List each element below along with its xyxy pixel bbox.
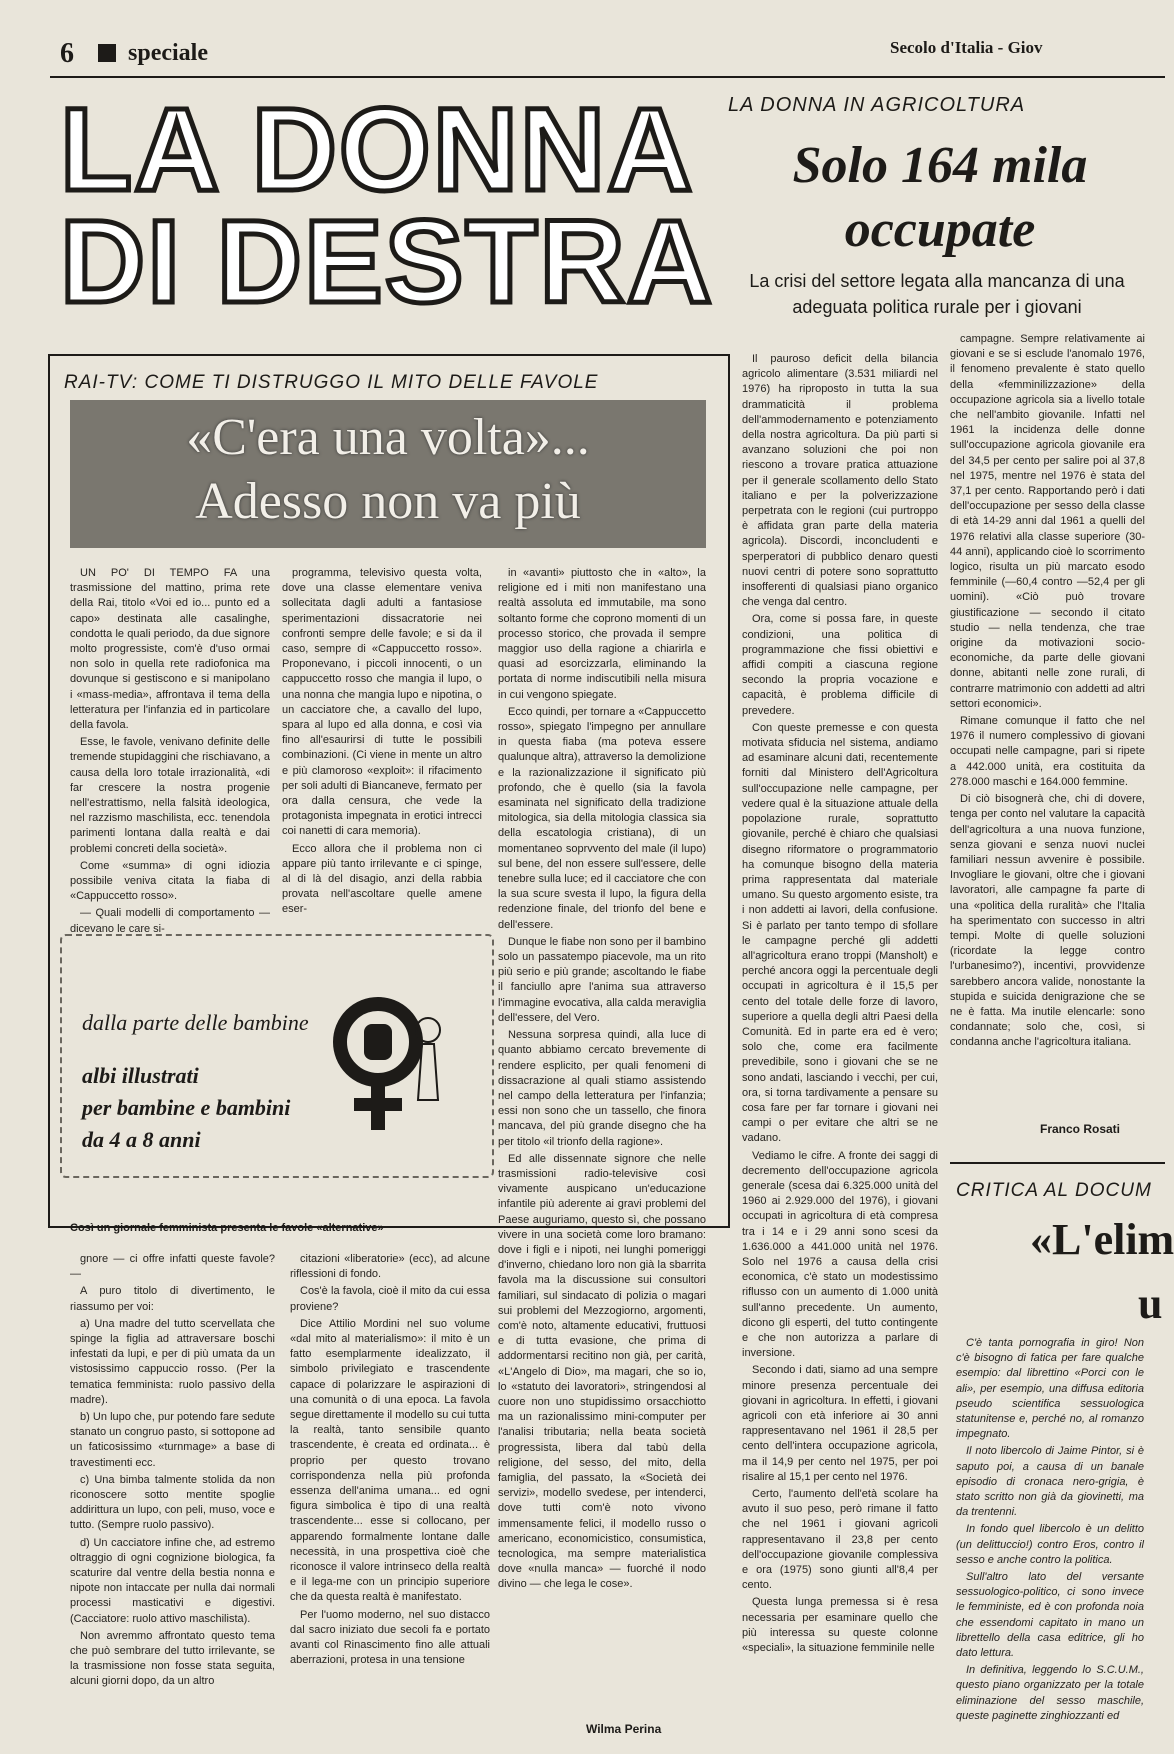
- agri-paragraph: Rimane comunque il fatto che nel 1976 il numero complessivo di giovani occupati nelle campagne, pari si ripete a 442.000 unità, era costituita da 278.000 maschi e 164.000 femmine.: [950, 715, 1145, 788]
- raitv-paragraph: gnore — ci offre infatti queste favole? —: [70, 1253, 275, 1281]
- raitv-paragraph: Ed alle dissennate signore che nelle trasmissioni radio-televisive così vivamente auspicano un'educazione infantile più aderente ai gravi problemi del Paese auguriamo, questo sì, che possano vivere in una società come loro bramano: dove i figli e i nipoti, nei lunghi pomeriggi d'inverno, chiedano loro non già la sbarrita favola ma la discussione sui consultori familiari, sul sindacato di polizia o magari sui problemi del Mezzogiorno, argomenti, com'è noto, altamente educativi, fruttuosi e di tutta evasione, che prima di addormentarsi recitino non già, per carità, «L'Angelo di Dio», ma magari, che so io, lo «statuto dei lavoratori», stringendosi al cuore non uno stupidissimo orsacchiotto ma un razionalissimo mini-computer per l'analisi tributaria; nella beata società progressista, libera dal tabù della religione, del sesso, del mito, della famiglia, del passato, la «Società dei servizi», modello svedese, per intenderci, dove tutti com'è noto vivono immensamente felici, il modello russo o americano, economicistico, consumistica, tecnologica, ma sempre materialistica dove «nulla manca» — fuorché il nodo divino — che lega le cose».: [498, 1152, 706, 1591]
- raitv-paragraph: b) Un lupo che, pur potendo fare sedute stanato un congruo pasto, si sottopone ad un faticosissimo «turnmage» a base di travestimenti ecc.: [70, 1411, 275, 1469]
- raitv-paragraph: Esse, le favole, venivano definite delle tremende stupidaggini che rischiavano, a causa della loro totale irrazionalità, «di far crescere la nostra progenie nell'estrattismo, nella falsità ideologica, nel razzismo maschilista, ecc. tenendola parimenti lontana dalla realtà e dai problemi concreti della società».: [70, 736, 270, 855]
- promo-title: dalla parte delle bambine: [82, 1010, 309, 1035]
- masthead: Secolo d'Italia - Giov: [890, 38, 1043, 57]
- agri-paragraph: Di ciò bisognerà che, chi di dovere, tenga per conto nel valutare la capacità dell'agricoltura a una nuova funzione, senza giovani e senza nuovi nuclei familiari nessun avvenire è possibile. Invogliare le giovani, oltre che i giovani lavoratori, alle campagne fa parte di una «politica della ruralità» che l'Italia ha sperimentato con successo in altri tempi. Molte di quelle soluzioni (ricordate la legge contro l'urbanesimo?), incentivi, provvidenze sarebbero ancora valide, nonostante la stupida e suicida denigrazione che se ne è fatta. Ma inutile elencarle: sono condannate; solo che, così, si condanna anche l'agricoltura italiana.: [950, 793, 1145, 1049]
- agri-paragraph: Vediamo le cifre. A fronte dei saggi di decremento dell'occupazione agricola generale (scesa dai 6.325.000 unità del 1960 ai 2.929.000 del 1976), i giovani occupati in agricoltura di età compresa tra i 14 e i 29 anni sono scesi da 1.636.000 a 441.000 unità nel 1976. Solo nel 1976 a causa della crisi economica, c'è stato un modestissimo riflusso con un aumento di 1.000 unità sull'anno precedente. Un aumento, dicono gli esperti, del tutto contingente e che non autorizza a parlare di inversione.: [742, 1149, 938, 1360]
- raitv-column-4: [70, 1252, 275, 1740]
- raitv-column-5: [290, 1252, 490, 1740]
- raitv-paragraph: programma, televisivo questa volta, dove una classe elementare veniva sollecitata dagli adulti a fantasiose sperimentazioni dissacratorie nei confronti sempre delle favole; e si da il caso, sempre di «Cappuccetto rosso». Proponevano, i piccoli innocenti, o un cappuccetto rosso che mangia il lupo, o una nonna che mangia lupo e nipotina, o un cacciatore che, a cavallo del lupo, spara al lupo ed alla donna, e così via fino all'esaurirsi di tutte le possibili combinazioni. (Ci viene in mente un altro e più clamoroso «exploit»: il rifacimento per soli adulti di Biancaneve, fermato per ora dalla censura, che vede la protagonista impegnata in erotici intrecci coi nanetti di cara memoria).: [282, 567, 482, 838]
- raitv-column-2: [282, 566, 482, 916]
- section-marker-icon: [98, 44, 116, 62]
- raitv-paragraph: Dice Attilio Mordini nel suo volume «dal mito al materialismo»: il mito è un fatto esemplarmente idealizzato, il simbolo privilegiato e trascendente capace di polarizzare le aspirazioni di una comunità o di una epoca. La favola segue direttamente il modello su cui tutta la realtà, tanto sensibile quanto trascendente, è creata ed ordinata... è proprio per questo trovano corrispondenza nella più profonda essenza dell'anima umana... ed ogni figura simbolica è tipo di una realtà trascendente... esse si collocano, per apparendo formalmente lontane dalle necessità, in una prospettiva cioè che riconosce il valore intrinseco della realtà e il lega-me con un principio superiore che da questa realtà è manifestato.: [290, 1317, 490, 1604]
- critica-paragraph: Sull'altro lato del versante sessuologico-politico, ci sono invece le femministe, ed è con profonda noia che essendomi capitato in mano un librettello della casa editrice, gli ho dato lettura.: [956, 1571, 1144, 1660]
- critica-column: [956, 1336, 1144, 1746]
- raitv-paragraph: d) Un cacciatore infine che, ad estremo oltraggio di ogni cognizione biologica, fa scaturire dal ventre della bestia nonna e nipote non intaccate per nulla dai normali processi masticativi e digestivi. (Cacciatore: ruolo attivo maschilista).: [70, 1536, 275, 1625]
- critica-paragraph: In definitiva, leggendo lo S.C.U.M., questo piano organizzato per la totale eliminazione del sesso maschile, queste paginette zinghiozzanti ed: [956, 1664, 1144, 1722]
- raitv-paragraph: a) Una madre del tutto scervellata che spinge la figlia ad attraversare boschi infestati da lupi, e per di più umata da un vistosissimo cappuccio rosso. (Per la tematica femminista: ruolo passivo della madre).: [70, 1317, 275, 1406]
- critica-paragraph: C'è tanta pornografia in giro! Non c'è bisogno di fatica per fare qualche esempio: dal librettino «Porci con le ali», per esempio, una diffusa editoria pseudo scientifica sessuologica statunitense e, perché no, al romanzo impegnato.: [956, 1337, 1144, 1441]
- promo-lines: [82, 1060, 342, 1156]
- critica-paragraph: In fondo quel libercolo è un delitto (un delittuccio!) contro Eros, contro il sesso e anche contro la politica.: [956, 1523, 1144, 1566]
- critica-kicker: CRITICA AL DOCUM: [956, 1180, 1152, 1201]
- promo-line: albi illustrati: [82, 1063, 199, 1088]
- main-title: [60, 84, 714, 328]
- agri-subtitle: La crisi del settore legata alla mancanza di una adeguata politica rurale per i giovani: [749, 271, 1125, 317]
- critica-title-line2: u: [1138, 1279, 1163, 1328]
- agri-column-2: [950, 332, 1145, 1140]
- agri-paragraph: Secondo i dati, siamo ad una sempre minore presenza percentuale dei giovani in agricoltura. In effetti, i giovani agricoli con età inferiore ai 30 anni rappresentavano nel 1961 il 28,5 per cento dell'intera occupazione agricola, ma il 14,9 per cento nel 1975, per poi risalire al 15,1 per cento nel 1976.: [742, 1364, 938, 1483]
- promo-line: da 4 a 8 anni: [82, 1127, 201, 1152]
- main-title-line1: LA DONNA: [60, 84, 695, 216]
- raitv-headline-line2: Adesso non va più: [195, 473, 581, 530]
- image-caption: Così un giornale femminista presenta le favole «alternative»: [70, 1222, 384, 1234]
- agri-paragraph: Certo, l'aumento dell'età scolare ha avuto il suo peso, però rimane il fatto che nel 1961 i giovani agricoli rappresentavano il 23,8 per cento dell'occupazione giovanile complessiva e ora (1975) sono giunti all'8,4 per cento.: [742, 1488, 938, 1592]
- raitv-paragraph: c) Una bimba talmente stolida da non riconoscere sotto mentite spoglie addirittura un lupo, con peli, muso, voce e tutto. (Sempre ruolo passivo).: [70, 1473, 275, 1532]
- raitv-paragraph: Per l'uomo moderno, nel suo distacco dal sacro iniziato due secoli fa e portato avanti col Rinascimento fino alle attuali aberrazioni, protesa in una tensione: [290, 1608, 490, 1667]
- agri-paragraph: Ora, come si possa fare, in queste condizioni, una politica di programmazione che fissi obiettivi e affidi compiti a ciascuna regione secondo la propria vocazione e capacità, è problema difficile di prevedere.: [742, 613, 938, 717]
- raitv-paragraph: citazioni «liberatorie» (ecc), ad alcune riflessioni di fondo.: [290, 1253, 490, 1281]
- header-rule: [50, 76, 1165, 78]
- raitv-paragraph: UN PO' DI TEMPO FA una trasmissione del mattino, prima rete della Rai, titolo «Voi ed io... punto ed a capo» destinata alle casalinghe, condotta le quali periodo, da due signore molto progressiste, com'è d'uso ormai non solo in quella rete radiofonica ma dovunque si gestiscono e si manipolano i «mass-media», affrontava il tema della letteratura per l'infanzia ed in particolare della favola.: [70, 567, 270, 732]
- page-number: 6: [60, 38, 74, 69]
- agri-paragraph: campagne. Sempre relativamente ai giovani e se si esclude l'anomalo 1976, il fenomeno prevalente è stato quello della «femminilizzazione» della occupazione agricola sia a livello totale che nell'ambito giovanile. Infatti nel 1961 la incidenza delle donne sull'occupazione agricola giovanile era del 34,5 per cento per salire poi al 37,8 nel 1975, mentre nel 1976 è stata del 37,1 per cento. Rapportando però i dati dell'occupazione per sesso della classe di età 14-29 anni dal 1961 a quelli del 1976 relativi alla classe superiore (30-44 anni), applicando cioè lo scorrimento logico, risulta un più marcato esodo femminile (—60,4 contro —52,4 per gli uomini). «Ciò può trovare giustificazione — secondo il citato studio — nella tendenza, che trae origine da motivazioni socio-economiche, da parte delle giovani donne, abitanti nelle zone rurali, di contrarre matrimonio con addetti ad altri settori economici».: [950, 333, 1145, 710]
- critica-rule: [950, 1162, 1165, 1164]
- raitv-paragraph: Ecco quindi, per tornare a «Cappuccetto rosso», spiegato l'impegno per annullare in questa fiaba (ma poteva essere qualunque altra), attraverso la demolizione e la razionalizzazione il significato più profondo, che è quello (sia la favola esaminata nel significato della tradizione mitologica, sia della mitologia classica sia della escatologia cristiana), di un momentaneo soprvvento del male (il lupo) sul bene, del non essere sull'essere, delle tenebre sulla luce; ed il cacciatore che con la sua scure svesta il lupo, la figura della redenzione finale, del trionfo del bene e dell'essere.: [498, 705, 706, 931]
- raitv-paragraph: Nessuna sorpresa quindi, alla luce di quanto abbiamo cercato brevemente di rendere esplicito, per quali fenomeni di dissacrazione al quali stiamo assistendo nel campo della letteratura per l'infanzia; essi non sono che un tassello, che finora mancava, del più grande disegno che ha per titolo «il trionfo della ragione».: [498, 1029, 706, 1148]
- raitv-column-1: [70, 566, 270, 935]
- section-name: speciale: [128, 40, 208, 66]
- critica-paragraph: Il noto libercolo di Jaime Pintor, si è saputo poi, a causa di un banale episodio di cronaca nero-grigia, è stato scritto non già da giovinetti, ma da trentenni.: [956, 1445, 1144, 1519]
- raitv-headline-photo: [70, 400, 706, 548]
- raitv-signature: Wilma Perina: [586, 1722, 662, 1736]
- raitv-paragraph: in «avanti» piuttosto che in «alto», la religione ed i miti non manifestano una realtà assoluta ed immutabile, ma sono soltanto forme che coprono momenti di un processo storico, che provada il sempre maggior uso della ragione a chiarirla e quasi ad esorcizzarla, eliminando la portata di norme indiscutibili nella misura in cui vengono spiegate.: [498, 567, 706, 701]
- raitv-paragraph: Dunque le fiabe non sono per il bambino solo un passatempo piacevole, ma un rito più serio e più grande; ascoltando le fiabe il fanciullo apre l'anima sua attraverso l'immagine evocativa, alla calda meraviglia dell'essere, del Vero.: [498, 935, 706, 1024]
- raitv-paragraph: — Quali modelli di comportamento — dicevano le care si-: [70, 907, 270, 935]
- raitv-paragraph: Non avremmo affrontato questo tema che può sembrare del tutto irrilevante, se la trasmissione non fosse stata seguita, alcuni giorni dopo, da un altro: [70, 1629, 275, 1688]
- raitv-paragraph: Cos'è la favola, cioè il mito da cui essa proviene?: [290, 1285, 490, 1313]
- raitv-paragraph: A puro titolo di divertimento, le riassumo per voi:: [70, 1285, 275, 1313]
- agri-title: Solo 164 mila occupate: [792, 137, 1088, 258]
- agri-column-1: [742, 352, 938, 1742]
- critica-title: «L'elim: [1030, 1215, 1174, 1264]
- raitv-paragraph: Ecco allora che il problema non ci appare più tanto irrilevante e ci spinge, al di là del disagio, anzi della rabbia provata nell'ascoltare quelle amene eser-: [282, 842, 482, 916]
- main-title-line2: DI DESTRA: [60, 196, 714, 328]
- raitv-kicker: RAI-TV: COME TI DISTRUGGO IL MITO DELLE FAVOLE: [64, 372, 599, 393]
- raitv-column-3: [498, 566, 706, 1591]
- agri-paragraph: Questa lunga premessa si è resa necessaria per esaminare quello che più interessa su queste colonne «speciali», la situazione femminile nelle: [742, 1596, 938, 1655]
- raitv-paragraph: Come «summa» di ogni idiozia possibile veniva citata la fiaba di «Cappuccetto rosso».: [70, 859, 270, 903]
- agri-paragraph: Il pauroso deficit della bilancia agricolo alimentare (3.531 miliardi nel 1976) ha riproposto in tutta la sua drammaticità il problema dell'ammodernamento e potenziamento della nostra agricoltura. Da più parti si avanzano soluzioni che poi non riescono a trovare pratica attuazione per il generale scollamento dello Stato italiano e per la polverizzazione perpetrata con le regioni (cui purtroppo è affidata gran parte della materia agricola). Discordi, inconcludenti e sperperatori di pubblico denaro questi nuovi centri di potere sono soprattutto insofferenti di qualsiasi piano organico che venga dal centro.: [742, 353, 938, 609]
- raitv-headline: [70, 406, 706, 534]
- promo-line: per bambine e bambini: [82, 1095, 291, 1120]
- venus-fist-icon: [330, 990, 450, 1140]
- agri-kicker: LA DONNA IN AGRICOLTURA: [728, 94, 1026, 116]
- raitv-headline-line1: «C'era una volta»...: [186, 409, 590, 466]
- agri-paragraph: Con queste premesse e con questa motivata sfiducia nel sistema, andiamo ad esaminare alcuni dati, recentemente forniti dal Ministero dell'Agricoltura sull'occupazione nelle campagne, per vedere qual è la situazione attuale della popolazione rurale, soprattutto giovanile, perché è chiaro che qualsiasi disegno riformatore o programmatorio ha comunque bisogno della materia prima rappresentata dal materiale umano. Su questo argomento esiste, tra i non addetti ai lavori, della confusione. Si è parlato per tanto tempo di sfollare le campagne perché gli addetti all'agricoltura erano troppi (Mansholt) e perché ancora oggi la percentuale degli occupati in agricoltura è il 15,5 per cento del totale delle forze di lavoro, superiore a quella degli altri Paesi della Comunità. Ed in parte era ed è vero; solo che, come era facilmente prevedibile, sono i giovani che se ne sono andati, lasciando i vecchi, per cui, ora, si torna tardivamente a pensare su cosa fare per far tornare i giovani nei campi o per evitare che altri se ne vadano.: [742, 721, 938, 1145]
- agri-signature: Franco Rosati: [1040, 1122, 1121, 1136]
